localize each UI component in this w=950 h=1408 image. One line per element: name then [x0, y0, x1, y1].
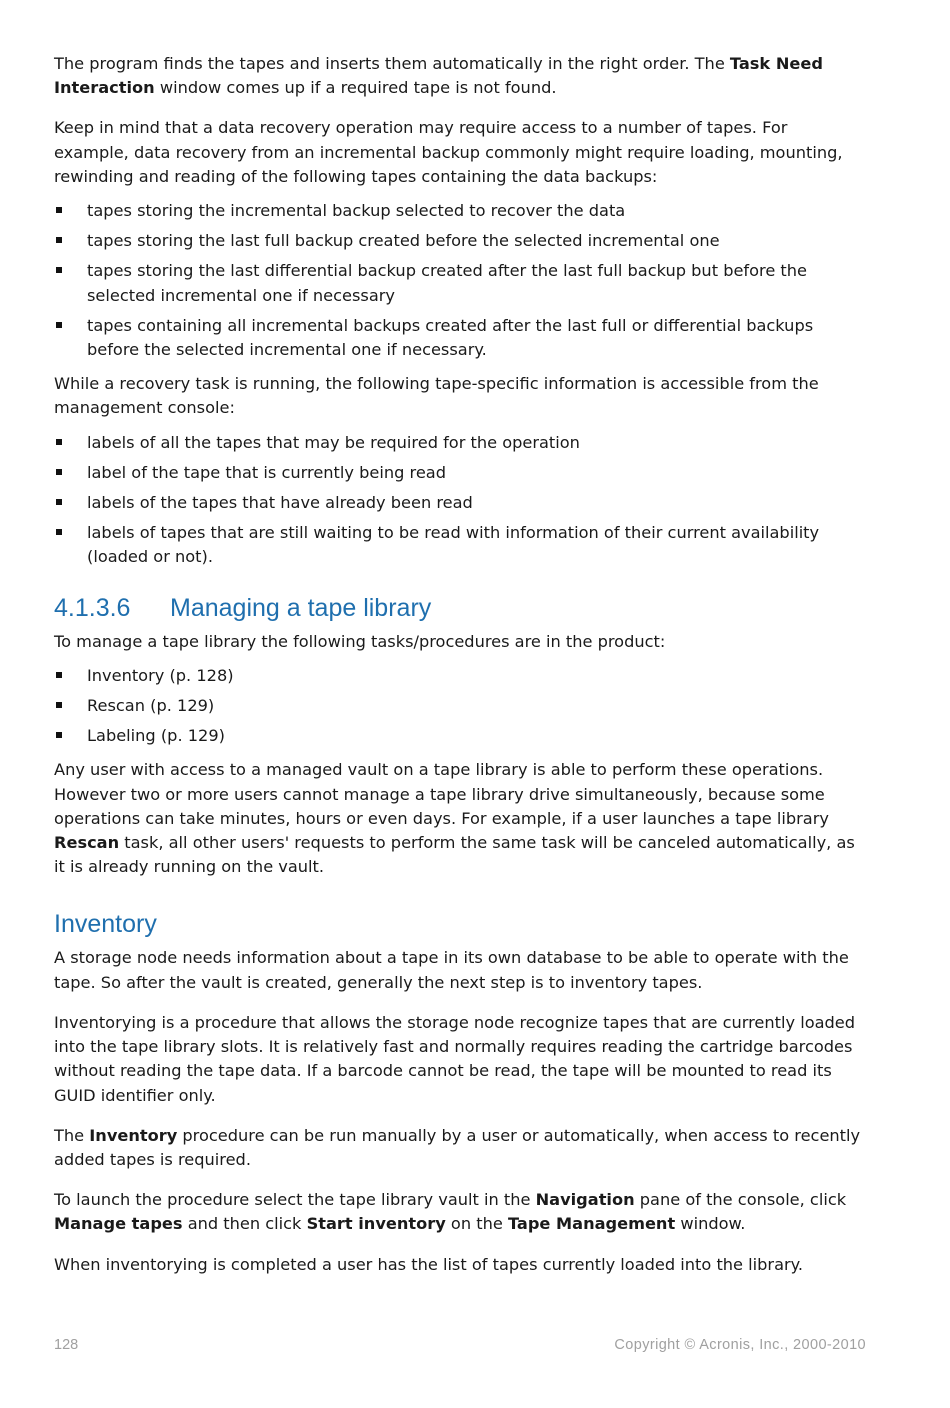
list-item: tapes storing the incremental backup selected to recover the data [54, 199, 866, 223]
document-page [54, 52, 866, 1277]
text: The [54, 1125, 90, 1145]
section-paragraph-2 [54, 758, 866, 879]
inventory-paragraph-5: When inventorying is completed a user has the list of tapes currently loaded into the library. [54, 1254, 804, 1274]
list-item: tapes storing the last full backup created before the selected incremental one [54, 229, 866, 253]
list-item-link[interactable]: Rescan (p. 129) [54, 694, 866, 718]
list-item: tapes containing all incremental backups created after the last full or differential backups before the selected incremental one if necessary. [54, 314, 866, 362]
section-title: Managing a tape library [170, 593, 432, 622]
tape-info-list [54, 431, 866, 570]
intro-paragraph-3: While a recovery task is running, the following tape-specific information is accessible from the management console: [54, 374, 819, 418]
list-item: tapes storing the last differential backup created after the last full backup but before the selected incremental one if necessary [54, 259, 866, 307]
list-item: labels of tapes that are still waiting to be read with information of their current availability (loaded or not). [54, 521, 866, 569]
task-name: Rescan [54, 833, 120, 853]
page-number: 128 [54, 1337, 79, 1353]
list-item-link[interactable]: Inventory (p. 128) [54, 664, 866, 688]
page-footer [54, 1337, 866, 1357]
section-number: 4.1.3.6 [54, 593, 131, 622]
procedure-name: Inventory [89, 1125, 178, 1145]
text: The program finds the tapes and inserts them automatically in the right order. The [54, 54, 730, 73]
text: and then click [182, 1214, 307, 1234]
text: procedure can be run manually by a user or automatically, when access to recently added tapes is required. [54, 1125, 861, 1169]
ui-term: Navigation [535, 1190, 635, 1210]
intro-paragraph-1 [54, 52, 866, 100]
list-item: label of the tape that is currently being read [54, 461, 866, 485]
ui-term: Manage tapes [54, 1214, 183, 1234]
inventory-paragraph-2: Inventorying is a procedure that allows the storage node recognize tapes that are currently loaded into the tape library slots. It is relatively fast and normally requires reading the cartridge barcodes without reading the tape data. If a barcode cannot be read, the tape will be mounted to read its GUID identifier only. [54, 1012, 856, 1105]
list-item: labels of the tapes that have already been read [54, 491, 866, 515]
text: on the [445, 1214, 508, 1234]
ui-term: Tape Management [507, 1214, 676, 1234]
text: Any user with access to a managed vault on a tape library is able to perform these operations. However two or more users cannot manage a tape library drive simultaneously, because some operations can take minutes, hours or even days. For example, if a user launches a tape library [54, 760, 829, 828]
text: task, all other users' requests to perform the same task will be canceled automatically, as it is already running on the vault. [54, 833, 855, 877]
ui-term: Start inventory [306, 1214, 446, 1234]
copyright-notice: Copyright © Acronis, Inc., 2000-2010 [614, 1337, 866, 1353]
section-heading [54, 593, 866, 623]
inventory-paragraph-4 [54, 1188, 866, 1236]
window-name: Task Need Interaction [54, 54, 823, 98]
inventory-paragraph-3 [54, 1124, 866, 1172]
recovery-tapes-list [54, 199, 866, 362]
inventory-heading: Inventory [54, 910, 157, 939]
list-item-link[interactable]: Labeling (p. 129) [54, 724, 866, 748]
text: window. [675, 1214, 746, 1234]
text: pane of the console, click [634, 1190, 847, 1210]
section-paragraph-1: To manage a tape library the following tasks/procedures are in the product: [54, 631, 666, 651]
text: To launch the procedure select the tape library vault in the [54, 1190, 536, 1210]
inventory-paragraph-1: A storage node needs information about a tape in its own database to be able to operate with the tape. So after the vault is created, generally the next step is to inventory tapes. [54, 948, 849, 992]
procedures-list [54, 664, 866, 749]
list-item: labels of all the tapes that may be required for the operation [54, 431, 866, 455]
text: window comes up if a required tape is not found. [154, 78, 557, 98]
intro-paragraph-2: Keep in mind that a data recovery operation may require access to a number of tapes. For example, data recovery from an incremental backup commonly might require loading, mounting, rewinding and reading of the following tapes containing the data backups: [54, 118, 843, 186]
